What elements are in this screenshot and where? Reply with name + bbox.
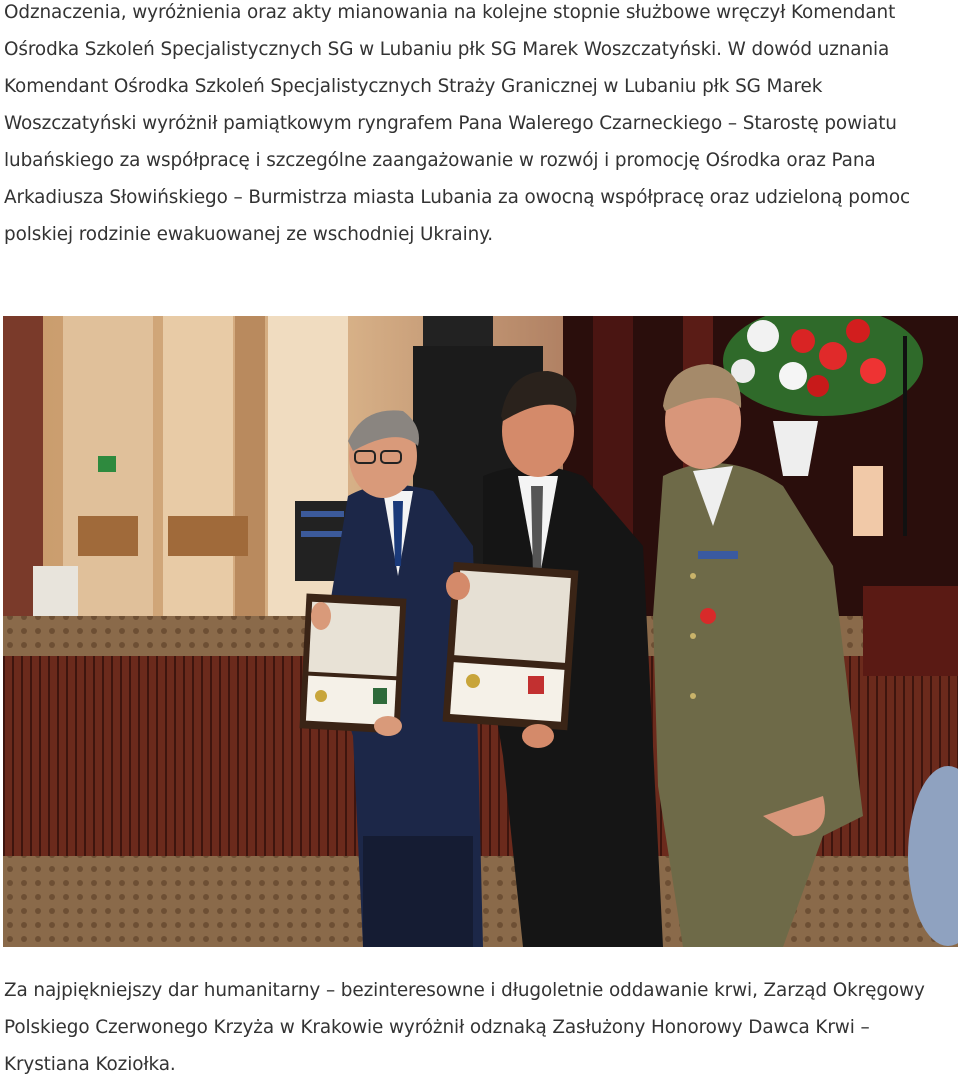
article-paragraph: Za najpiękniejszy dar humanitarny – bezinteresowne i długoletnie oddawanie krwi, Zarząd Okręgowy Polskiego Czerwonego Krzyża w Krakowie wyróżnił odznaką Zasłużony Honorowy Dawca Krwi – Krystiana Koziołka.: [4, 980, 925, 1075]
article-photo: [3, 316, 958, 947]
article-paragraph: Odznaczenia, wyróżnienia oraz akty mianowania na kolejne stopnie służbowe wręczył Komendant Ośrodka Szkoleń Specjalistycznych SG w Lubaniu płk SG Marek Woszczatyński. W dowód uznania Komendant Ośrodka Szkoleń Specjalistycznych Straży Granicznej w Lubaniu płk SG Marek Woszczatyński wyróżnił pamiątkowym ryngrafem Pana Walerego Czarneckiego – Starostę powiatu lubańskiego za współpracę i szczególne zaangażowanie w rozwój i promocję Ośrodka oraz Pana Arkadiusza Słowińskiego – Burmistrza miasta Lubania za owocną współpracę oraz udzieloną pomoc polskiej rodzinie ewakuowanej ze wschodniej Ukrainy.: [4, 2, 910, 245]
exit-sign: [98, 456, 116, 472]
